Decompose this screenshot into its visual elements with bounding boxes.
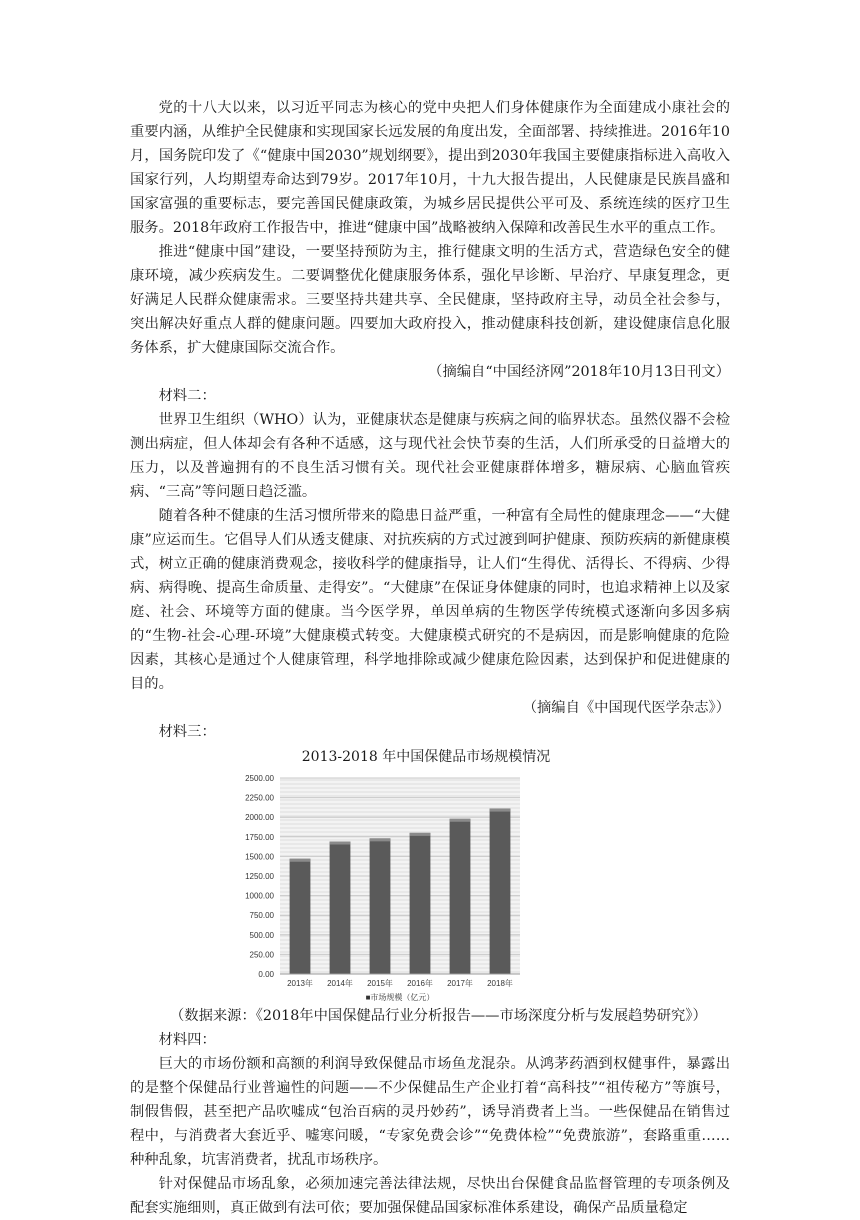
data-source: （数据来源：《2018年中国保健品行业分析报告——市场深度分析与发展趋势研究》） xyxy=(170,1008,707,1024)
y-tick-label: 2500.00 xyxy=(245,774,274,783)
paragraph-2: 推进“健康中国”建设，一要坚持预防为主，推行健康文明的生活方式，营造绿色安全的健康环境，减少疾病发生。二要调整优化健康服务体系，强化早诊断、早治疗、早康复理念，更好满足人民群众健康需求。三要坚持共建共享、全民健康，坚持政府主导，动员全社会参与，突出解决好重点人群的健康问题。四要加大政府投入，推动健康科技创新，建设健康信息化服务体系，扩大健康国际交流合作。 xyxy=(130,244,730,356)
material-4-label: 材料四： xyxy=(158,1032,216,1048)
paragraph-4: 随着各种不健康的生活习惯所带来的隐患日益严重，一种富有全局性的健康理念——“大健康”应运而生。它倡导人们从透支健康、对抗疾病的方式过渡到呵护健康、预防疾病的新健康模式，树立正确的健康消费观念，接收科学的健康指导，让人们“生得优、活得长、不得病、少得病、病得晚、提高生命质量、走得安”。“大健康”在保证身体健康的同时，也追求精神上以及家庭、社会、环境等方面的健康。当今医学界，单因单病的生物医学传统模式逐渐向多因多病的“生物-社会-心理-环境”大健康模式转变。大健康模式研究的不是病因，而是影响健康的危险因素，其核心是通过个人健康管理，科学地排除或减少健康危险因素，达到保护和促进健康的目的。 xyxy=(130,508,730,692)
x-tick-label: 2013年 xyxy=(287,979,313,988)
bar-top-highlight xyxy=(370,838,391,841)
x-tick-label: 2015年 xyxy=(367,979,393,988)
x-tick-label: 2017年 xyxy=(447,979,473,988)
y-tick-label: 1250.00 xyxy=(245,872,274,881)
bar-top-highlight xyxy=(290,859,311,862)
bar xyxy=(410,833,431,974)
bar-top-highlight xyxy=(330,842,351,845)
paragraph-1: 党的十八大以来，以习近平同志为核心的党中央把人们身体健康作为全面建成小康社会的重要内涵，从维护全民健康和实现国家长远发展的角度出发，全面部署、持续推进。2016年10月，国务院印发了《“健康中国2030”规划纲要》，提出到2030年我国主要健康指标进入高收入国家行列，人均期望寿命达到79岁。2017年10月，十九大报告提出，人民健康是民族昌盛和国家富强的重要标志，要完善国民健康政策，为城乡居民提供公平可及、系统连续的医疗卫生服务。2018年政府工作报告中，推进“健康中国”战略被纳入保障和改善民生水平的重点工作。 xyxy=(130,100,730,236)
bar-top-highlight xyxy=(450,819,471,822)
bar xyxy=(330,842,351,974)
bar xyxy=(290,859,311,974)
y-tick-label: 1500.00 xyxy=(245,852,274,862)
material-2-label: 材料二： xyxy=(158,388,216,404)
bar xyxy=(370,838,391,974)
document-page xyxy=(130,96,730,1220)
y-tick-label: 1750.00 xyxy=(245,832,274,842)
y-tick-label: 750.00 xyxy=(249,911,274,921)
material-3-label: 材料三： xyxy=(158,724,216,740)
chart-title: 2013-2018 年中国保健品市场规模情况 xyxy=(301,749,551,765)
y-tick-label: 2250.00 xyxy=(245,793,274,803)
y-tick-label: 1000.00 xyxy=(245,891,274,901)
paragraph-3: 世界卫生组织（WHO）认为，亚健康状态是健康与疾病之间的临界状态。虽然仪器不会检测出病症，但人体却会有各种不适感，这与现代社会快节奏的生活，人们所承受的日益增大的压力，以及普遍拥有的不良生活习惯有关。现代社会亚健康群体增多，糖尿病、心脑血管疾病、“三高”等问题日趋泛滥。 xyxy=(130,412,730,500)
paragraph-6: 针对保健品市场乱象，必须加速完善法律法规，尽快出台保健食品监督管理的专项条例及配套实施细则，真正做到有法可依；要加强保健品国家标准体系建设，确保产品质量稳定 xyxy=(130,1176,730,1216)
x-tick-label: 2016年 xyxy=(407,979,433,988)
bar-top-highlight xyxy=(410,833,431,836)
x-tick-label: 2018年 xyxy=(487,979,513,988)
source-citation-1: （摘编自“中国经济网”2018年10月13日刊文） xyxy=(428,364,730,380)
y-tick-label: 2000.00 xyxy=(245,813,274,823)
y-tick-label: 0.00 xyxy=(258,970,274,979)
bar-chart xyxy=(230,772,530,1004)
y-tick-label: 500.00 xyxy=(249,930,274,940)
bar xyxy=(490,809,511,974)
bar xyxy=(450,819,471,974)
y-tick-label: 250.00 xyxy=(249,950,274,960)
legend-entry: ■市场规模（亿元） xyxy=(365,993,435,1002)
paragraph-5: 巨大的市场份额和高额的利润导致保健品市场鱼龙混杂。从鸿茅药酒到权健事件，暴露出的是整个保健品行业普遍性的问题——不少保健品生产企业打着“高科技”“祖传秘方”等旗号，制假售假，甚至把产品吹嘘成“包治百病的灵丹妙药”，诱导消费者上当。一些保健品在销售过程中，与消费者大套近乎、嘘寒问暖，“专家免费会诊”“免费体检”“免费旅游”，套路重重……种种乱象，坑害消费者，扰乱市场秩序。 xyxy=(130,1056,730,1168)
bar-top-highlight xyxy=(490,809,511,812)
source-citation-2: （摘编自《中国现代医学杂志》） xyxy=(522,700,730,716)
x-tick-label: 2014年 xyxy=(327,979,353,988)
